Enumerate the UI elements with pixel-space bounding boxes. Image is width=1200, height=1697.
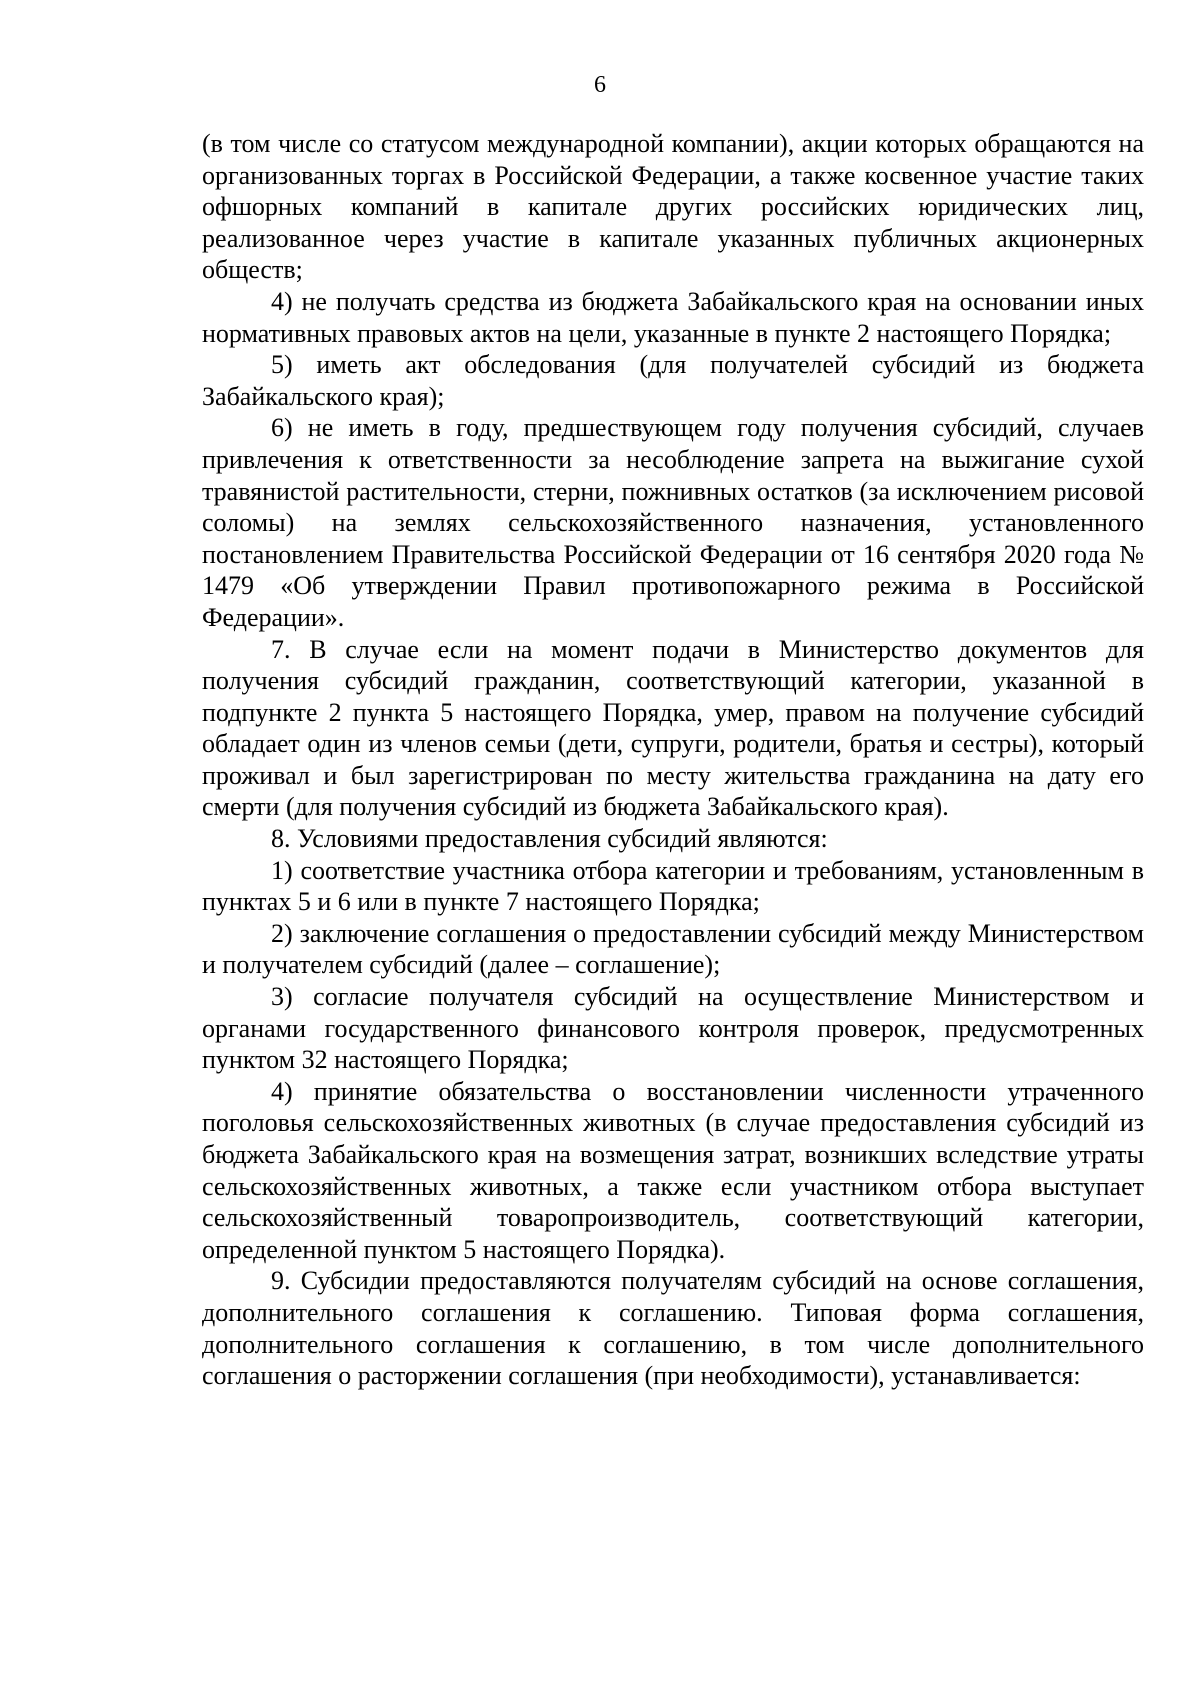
paragraph-item-5: 5) иметь акт обследования (для получателей субсидий из бюджета Забайкальского края); — [202, 350, 1144, 411]
paragraph-condition-4: 4) принятие обязательства о восстановлении численности утраченного поголовья сельскохозяйственных животных (в случае предоставления субсидий из бюджета Забайкальского края на возмещения затрат, возникших вследствие утраты сельскохозяйственных животных, а также если участником отбора выступает сельскохозяйственный товаропроизводитель, соответствующий категории, определенной пунктом 5 настоящего Порядка). — [202, 1076, 1144, 1264]
paragraph-condition-2: 2) заключение соглашения о предоставлении субсидий между Министерством и получателем субсидий (далее – соглашение); — [202, 918, 1144, 980]
paragraph-clause-8: 8. Условиями предоставления субсидий являются: — [271, 824, 828, 854]
page-number: 6 — [594, 72, 606, 98]
paragraph-clause-7: 7. В случае если на момент подачи в Министерство документов для получения субсидий гражданин, соответствующий категории, указанной в подпункте 2 пункта 5 настоящего Порядка, умер, правом на получение субсидий обладает один из членов семьи (дети, супруги, родители, братья и сестры), который проживал и был зарегистрирован по месту жительства гражданина на дату его смерти (для получения субсидий из бюджета Забайкальского края). — [202, 634, 1144, 822]
paragraph-clause-9: 9. Субсидии предоставляются получателям субсидий на основе соглашения, дополнительного соглашения к соглашению. Типовая форма соглашения, дополнительного соглашения к соглашению, в том числе дополнительного соглашения о расторжении соглашения (при необходимости), устанавливается: — [202, 1266, 1144, 1391]
paragraph-item-6: 6) не иметь в году, предшествующем году получения субсидий, случаев привлечения к ответственности за несоблюдение запрета на выжигание сухой травянистой растительности, стерни, пожнивных остатков (за исключением рисовой соломы) на землях сельскохозяйственного назначения, установленного постановлением Правительства Российской Федерации от 16 сентября 2020 года № 1479 «Об утверждении Правил противопожарного режима в Российской Федерации». — [202, 413, 1144, 632]
document-body — [202, 128, 1144, 1392]
paragraph-condition-1: 1) соответствие участника отбора категории и требованиям, установленным в пунктах 5 и 6 или в пункте 7 настоящего Порядка; — [202, 855, 1144, 917]
paragraph-item-4: 4) не получать средства из бюджета Забайкальского края на основании иных нормативных правовых актов на цели, указанные в пункте 2 настоящего Порядка; — [202, 286, 1144, 348]
paragraph-continuation: (в том числе со статусом международной компании), акции которых обращаются на организованных торгах в Российской Федерации, а также косвенное участие таких офшорных компаний в капитале других российских юридических лиц, реализованное через участие в капитале указанных публичных акционерных обществ; — [202, 129, 1144, 285]
paragraph-condition-3: 3) согласие получателя субсидий на осуществление Министерством и органами государственного финансового контроля проверок, предусмотренных пунктом 32 настоящего Порядка; — [202, 982, 1144, 1075]
